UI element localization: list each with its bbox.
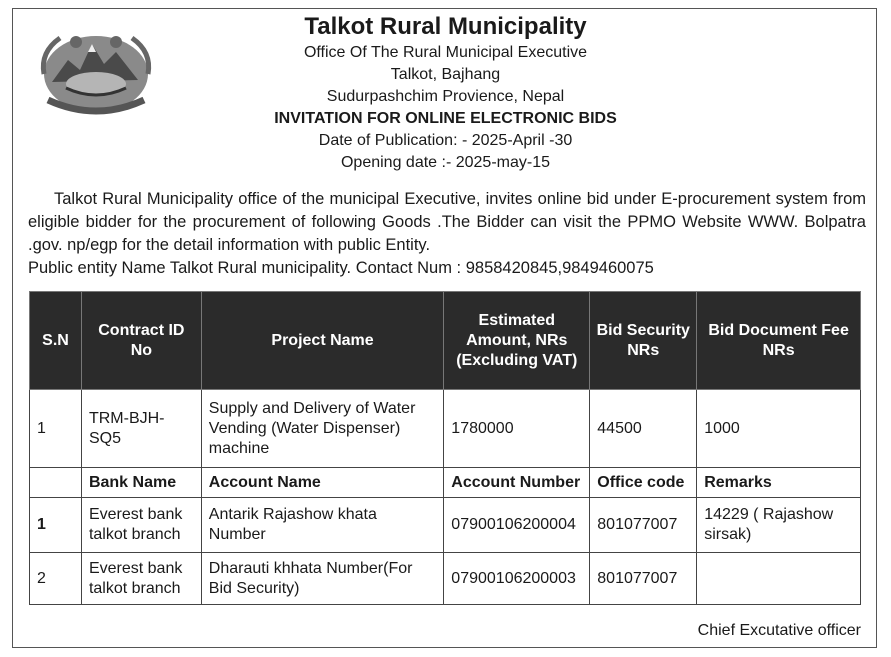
publication-date: Date of Publication: - 2025-April -30 <box>318 132 573 149</box>
bid-sn: 1 <box>30 390 82 468</box>
signature-line: Chief Excutative officer <box>697 622 861 639</box>
remarks: 14229 ( Rajashow sirsak) <box>697 498 861 553</box>
bank-name: Everest bank talkot branch <box>81 498 201 553</box>
header <box>0 12 891 174</box>
bid-contract-id: TRM-BJH-SQ5 <box>81 390 201 468</box>
bank-header-office-code: Office code <box>590 468 697 498</box>
opening-date: Opening date :- 2025-may-15 <box>340 154 550 171</box>
bank-header-sn <box>30 468 82 498</box>
bid-document-fee: 1000 <box>697 390 861 468</box>
bank-sn: 1 <box>30 498 82 553</box>
bank-header-remarks: Remarks <box>697 468 861 498</box>
header-bid-document-fee: Bid Document Fee NRs <box>697 292 861 390</box>
header-project-name: Project Name <box>201 292 444 390</box>
bank-sn: 2 <box>30 553 82 605</box>
table-header-row <box>30 292 861 390</box>
notice-heading: INVITATION FOR ONLINE ELECTRONIC BIDS <box>274 110 617 127</box>
bid-table <box>29 291 861 605</box>
bid-estimated-amount: 1780000 <box>444 390 590 468</box>
remarks <box>697 553 861 605</box>
location-line: Talkot, Bajhang <box>390 66 501 83</box>
office-line: Office Of The Rural Municipal Executive <box>303 44 588 61</box>
office-code: 801077007 <box>590 553 697 605</box>
header-estimated-amount: Estimated Amount, NRs (Excluding VAT) <box>444 292 590 390</box>
bank-header-row <box>30 468 861 498</box>
municipality-title: Talkot Rural Municipality <box>304 13 587 40</box>
notice-body <box>28 188 866 280</box>
bid-project-name: Supply and Delivery of Water Vending (Water Dispenser) machine <box>201 390 444 468</box>
bid-security: 44500 <box>590 390 697 468</box>
bank-header-account-name: Account Name <box>201 468 444 498</box>
province-line: Sudurpashchim Provience, Nepal <box>326 88 565 105</box>
account-number: 07900106200004 <box>444 498 590 553</box>
table-row <box>30 498 861 553</box>
header-contract-id: Contract ID No <box>81 292 201 390</box>
office-code: 801077007 <box>590 498 697 553</box>
account-name: Antarik Rajashow khata Number <box>201 498 444 553</box>
table-row <box>30 553 861 605</box>
table-row <box>30 390 861 468</box>
contact-line: Public entity Name Talkot Rural municipality. Contact Num : 9858420845,9849460075 <box>28 259 654 277</box>
account-number: 07900106200003 <box>444 553 590 605</box>
bank-header-bank-name: Bank Name <box>81 468 201 498</box>
header-sn: S.N <box>30 292 82 390</box>
header-bid-security: Bid Security NRs <box>590 292 697 390</box>
bank-name: Everest bank talkot branch <box>81 553 201 605</box>
bank-header-account-number: Account Number <box>444 468 590 498</box>
notice-paragraph: Talkot Rural Municipality office of the municipal Executive, invites online bid under E-procurement system from eligible bidder for the procurement of following Goods .The Bidder can visit the PPMO Website WWW. Bolpatra .gov. np/egp for the detail information with public Entity. <box>28 190 866 254</box>
account-name: Dharauti khhata Number(For Bid Security) <box>201 553 444 605</box>
